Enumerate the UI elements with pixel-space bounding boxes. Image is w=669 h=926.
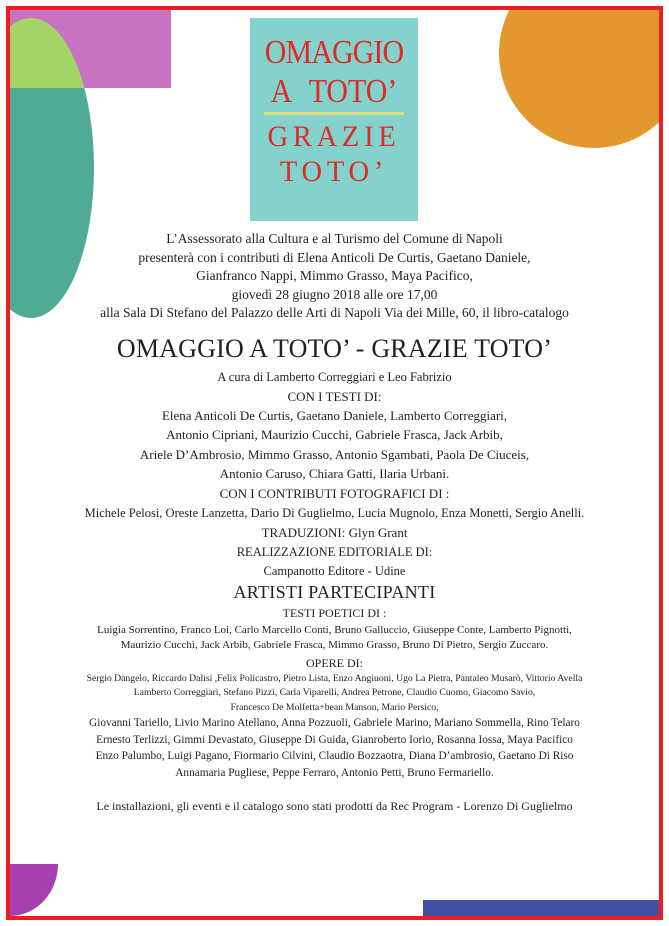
heading-artisti-partecipanti: ARTISTI PARTECIPANTI xyxy=(233,581,436,602)
poster-canvas xyxy=(10,10,659,916)
cover-divider-rule xyxy=(264,112,404,115)
works-artists-line-3: Francesco De Molfetta+bean Manson, Mario Persico, xyxy=(230,701,439,713)
heading-con-i-testi-di: CON I TESTI DI: xyxy=(287,388,382,404)
works-artists-line-2: Lamberto Correggiari, Stefano Pizzi, Carla Viparelli, Andrea Petrone, Claudio Cuomo, Giacomo Savio, xyxy=(133,687,536,698)
artists-line-1: Giovanni Tariello, Livio Marino Atellano, Anna Pozzuoli, Gabriele Marino, Mariano Sommella, Rino Telaro xyxy=(89,717,580,729)
cover-line-grazie: GRAZIE xyxy=(267,120,401,153)
heading-opere-di: OPERE DI: xyxy=(306,655,363,670)
page-title: OMAGGIO A TOTO’ - GRAZIE TOTO’ xyxy=(116,333,553,363)
publisher-line: Campanotto Editore - Udine xyxy=(263,563,406,578)
decorative-orange-circle xyxy=(499,10,659,148)
intro-paragraph xyxy=(10,230,659,323)
curators-line: A cura di Lamberto Correggiari e Leo Fabrizio xyxy=(217,369,452,384)
works-artists-list xyxy=(10,672,659,716)
intro-line-1: L’Assessorato alla Cultura e al Turismo del Comune di Napoli xyxy=(166,231,503,246)
heading-contributi-fotografici: CON I CONTRIBUTI FOTOGRAFICI DI : xyxy=(219,485,450,501)
cover-word-a: A xyxy=(270,73,293,110)
intro-line-3: Gianfranco Nappi, Mimmo Grasso, Maya Pacifico, xyxy=(196,268,473,283)
intro-line-5-venue: alla Sala Di Stefano del Palazzo delle Arti di Napoli Via dei Mille, 60, il libro-catalogo xyxy=(100,305,569,320)
cover-line-toto2: TOTO’ xyxy=(279,155,389,188)
cover-line-omaggio: OMAGGIO xyxy=(264,34,404,71)
photographers-list: Michele Pelosi, Oreste Lanzetta, Dario Di Guglielmo, Lucia Mugnolo, Enza Monetti, Sergio Anelli. xyxy=(84,505,585,520)
decorative-purple-quarter-circle xyxy=(10,864,58,916)
artists-line-2: Ernesto Terlizzi, Gimmi Devastato, Giuseppe Di Guida, Gianroberto Iorio, Rosanna Iossa, Maya Pacifico xyxy=(96,733,573,746)
text-authors-list xyxy=(10,406,659,484)
production-credit: Le installazioni, gli eventi e il catalogo sono stati prodotti da Rec Program - Lorenzo Di Guglielmo xyxy=(96,799,573,813)
heading-realizzazione-editoriale: REALIZZAZIONE EDITORIALE DI: xyxy=(236,544,433,559)
text-authors-line-1: Elena Anticoli De Curtis, Gaetano Daniele, Lamberto Correggiari, xyxy=(161,407,508,423)
poets-list xyxy=(10,623,659,654)
artists-line-4: Annamaria Pugliese, Peppe Ferraro, Antonio Petti, Bruno Fermariello. xyxy=(175,766,494,779)
poets-line-1: Luigia Sorrentino, Franco Loi, Carlo Marcello Conti, Bruno Galluccio, Giuseppe Conte, Lamberto Pignotti, xyxy=(97,623,572,636)
participating-artists-list xyxy=(10,715,659,781)
text-authors-line-2: Antonio Cipriani, Maurizio Cucchi, Gabriele Frasca, Jack Arbib, xyxy=(166,427,503,442)
poster-text-block xyxy=(10,230,659,815)
translations-line: TRADUZIONI: Glyn Grant xyxy=(261,524,408,540)
intro-line-4-datetime: giovedì 28 giugno 2018 alle ore 17,00 xyxy=(231,286,438,302)
artists-line-3: Enzo Palumbo, Luigi Pagano, Fiormario Cilvini, Claudio Bozzaotra, Diana D’ambrosio, Gaetano Di Riso xyxy=(95,750,574,762)
poets-line-2: Maurizio Cucchi, Jack Arbib, Gabriele Frasca, Mimmo Grasso, Bruno Di Pietro, Sergio Zuccaro. xyxy=(120,639,549,651)
works-artists-line-1: Sergio Dangelo, Riccardo Dalisi ,Felix Policastro, Pietro Lista, Enzo Angiuoni, Ugo La Pietra, Pantaleo Musarò, Vittorio Avella xyxy=(86,672,583,684)
decorative-blue-rectangle xyxy=(423,900,659,916)
text-authors-line-3: Ariele D’Ambrosio, Mimmo Grasso, Antonio Sgambati, Paola De Ciuceis, xyxy=(139,446,530,462)
heading-testi-poetici: TESTI POETICI DI : xyxy=(282,605,387,620)
book-cover-image xyxy=(250,18,418,221)
cover-word-toto: TOTO’ xyxy=(308,73,398,110)
text-authors-line-4: Antonio Caruso, Chiara Gatti, Ilaria Urbani. xyxy=(219,466,450,481)
intro-line-2: presenterà con i contributi di Elena Anticoli De Curtis, Gaetano Daniele, xyxy=(138,249,531,265)
